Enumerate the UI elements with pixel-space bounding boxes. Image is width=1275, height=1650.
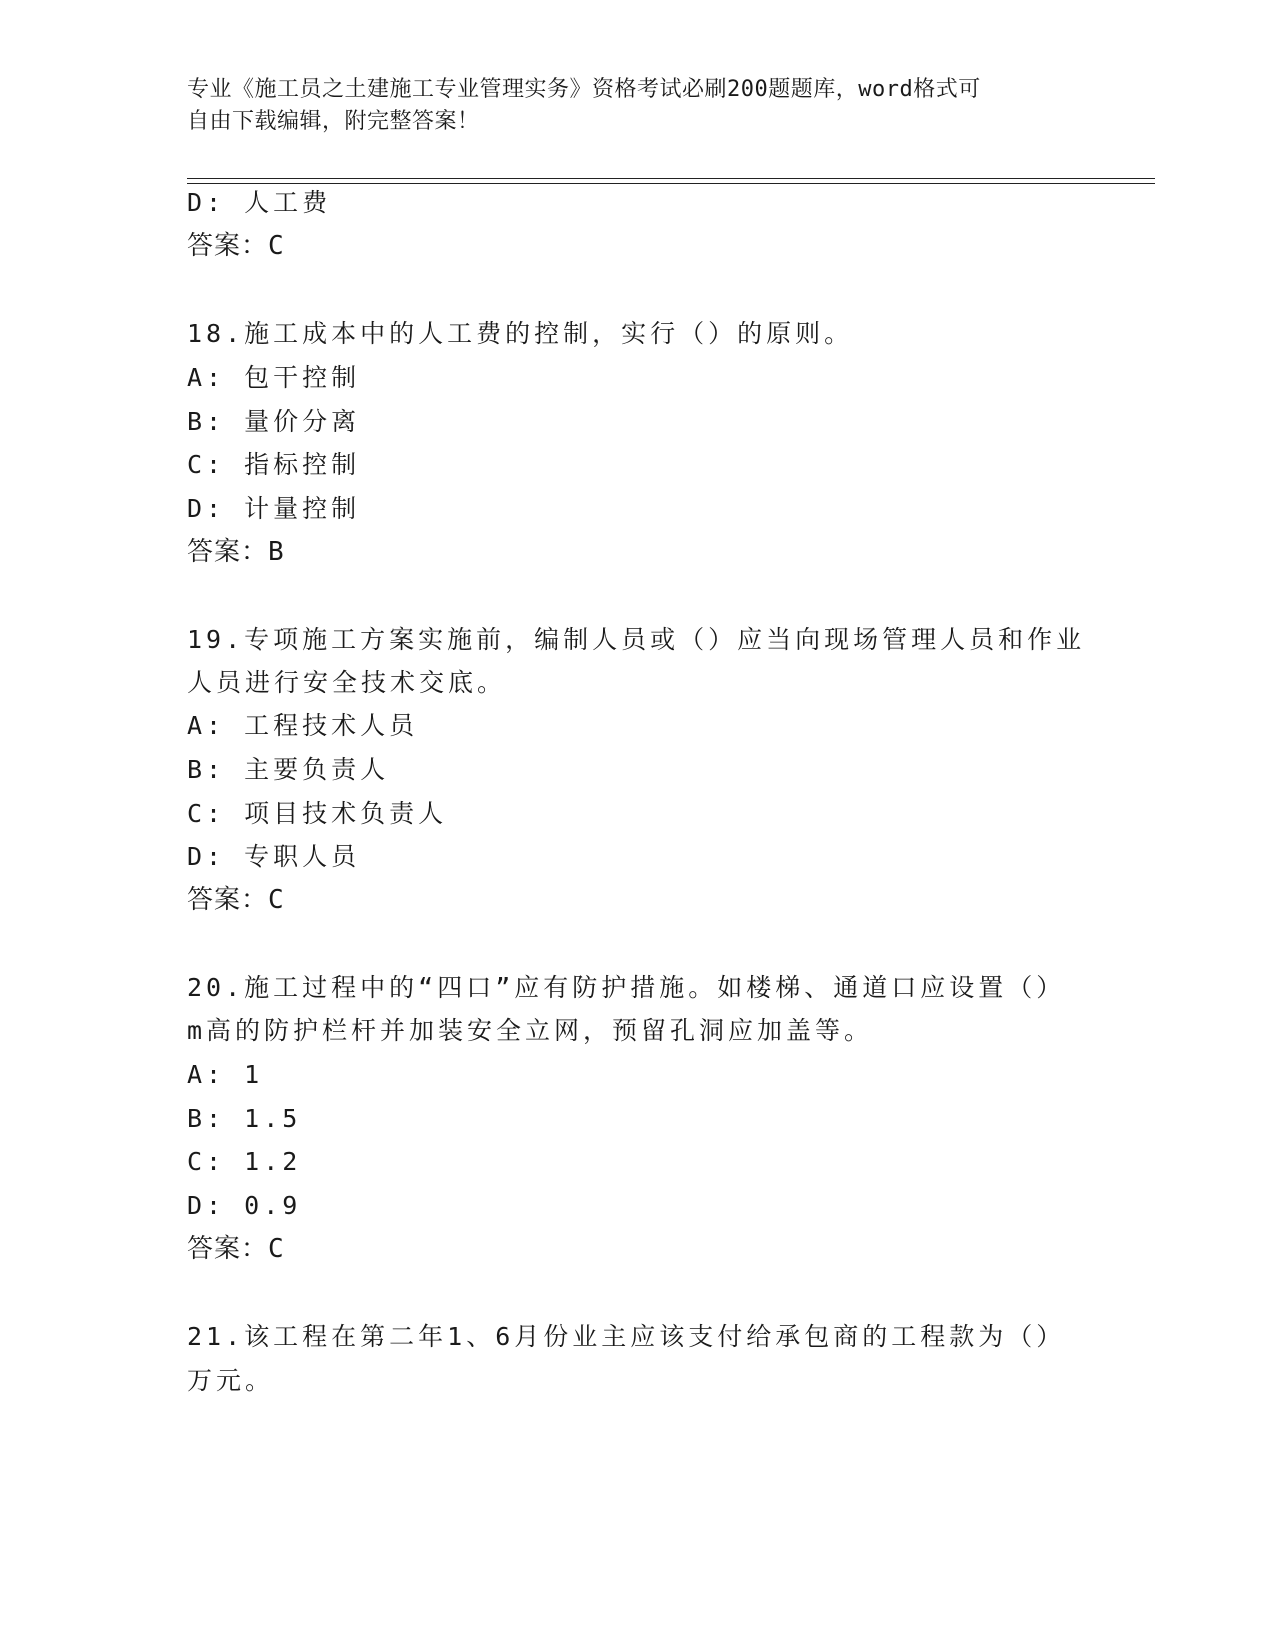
q19-stem-line-2: 人员进行安全技术交底。 bbox=[187, 668, 507, 697]
answer-label: 答案： bbox=[187, 1234, 269, 1264]
q20-option-d: D: 0.9 bbox=[187, 1191, 302, 1220]
answer-label: 答案： bbox=[187, 885, 269, 915]
q19-answer bbox=[187, 885, 285, 915]
prev-option-d: D: 人工费 bbox=[187, 188, 332, 217]
q18-option-d: D: 计量控制 bbox=[187, 494, 361, 523]
q18-option-a: A: 包干控制 bbox=[187, 363, 361, 392]
answer-label: 答案： bbox=[187, 537, 269, 567]
q19-stem-line-1: 19.专项施工方案实施前，编制人员或（）应当向现场管理人员和作业 bbox=[187, 625, 1086, 654]
answer-value: C bbox=[268, 885, 285, 915]
header-divider-bottom bbox=[187, 183, 1155, 184]
q20-stem-line-2: m高的防护栏杆并加装安全立网，预留孔洞应加盖等。 bbox=[187, 1016, 874, 1045]
document-header bbox=[187, 74, 1067, 138]
answer-label: 答案： bbox=[187, 231, 269, 261]
answer-value: C bbox=[268, 231, 285, 261]
q21-stem-line-2: 万元。 bbox=[187, 1366, 275, 1395]
header-line-2: 自由下载编辑，附完整答案！ bbox=[187, 109, 480, 134]
prev-answer bbox=[187, 231, 285, 261]
q21-stem-line-1: 21.该工程在第二年1、6月份业主应该支付给承包商的工程款为（） bbox=[187, 1322, 1066, 1351]
header-line-1: 专业《施工员之土建施工专业管理实务》资格考试必刷200题题库，word格式可 bbox=[187, 77, 981, 102]
q19-option-b: B: 主要负责人 bbox=[187, 755, 390, 784]
q20-option-c: C: 1.2 bbox=[187, 1147, 302, 1176]
q18-stem: 18.施工成本中的人工费的控制，实行（）的原则。 bbox=[187, 319, 854, 348]
q18-option-c: C: 指标控制 bbox=[187, 450, 361, 479]
q20-option-b: B: 1.5 bbox=[187, 1104, 302, 1133]
q20-stem-line-1: 20.施工过程中的“四口”应有防护措施。如楼梯、通道口应设置（） bbox=[187, 973, 1066, 1002]
q19-option-a: A: 工程技术人员 bbox=[187, 711, 419, 740]
q19-option-c: C: 项目技术负责人 bbox=[187, 799, 448, 828]
q18-answer bbox=[187, 537, 285, 567]
answer-value: C bbox=[268, 1234, 285, 1264]
q20-answer bbox=[187, 1234, 285, 1264]
q20-option-a: A: 1 bbox=[187, 1060, 264, 1089]
q19-option-d: D: 专职人员 bbox=[187, 842, 361, 871]
answer-value: B bbox=[268, 537, 285, 567]
header-divider-top bbox=[187, 178, 1155, 179]
q18-option-b: B: 量价分离 bbox=[187, 407, 361, 436]
